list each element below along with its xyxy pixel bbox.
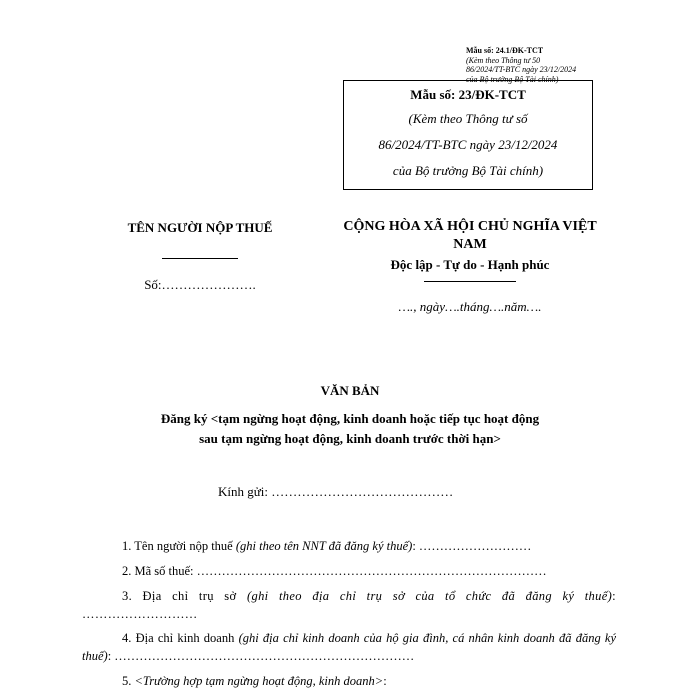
item-4-note: (ghi địa chỉ kinh doanh của hộ gia đình, cá nhân kinh doanh đã đăng ký thuế) xyxy=(82,631,617,663)
form-reference-box xyxy=(343,80,593,190)
item-head-office-address xyxy=(82,587,616,623)
form-ref-line2: 86/2024/TT-BTC ngày 23/12/2024 xyxy=(378,137,558,152)
country-name-line2: NAM xyxy=(453,237,487,252)
form-ref-line3: của Bộ trưởng Bộ Tài chính) xyxy=(392,163,544,178)
taxpayer-divider xyxy=(162,258,238,259)
document-title: VĂN BẢN xyxy=(320,383,380,398)
small-form-line1: (Kèm theo Thông tư 50 xyxy=(466,55,541,65)
document-subtitle-line1: Đăng ký <tạm ngừng hoạt động, kinh doanh hoặc tiếp tục hoạt động xyxy=(160,411,540,426)
motto-divider xyxy=(424,281,516,282)
date-line: …., ngày….tháng….năm…. xyxy=(398,299,542,314)
country-name-line1: CỘNG HÒA XÃ HỘI CHỦ NGHĨA VIỆT xyxy=(343,219,597,234)
form-code: Mẫu số: 23/ĐK-TCT xyxy=(410,87,526,102)
small-form-note xyxy=(466,46,606,84)
item-business-address xyxy=(82,629,616,665)
item-1-label: 1. Tên người nộp thuế xyxy=(122,539,236,553)
item-3-fill: : ……………………… xyxy=(82,589,616,621)
document-subtitle-line2: sau tạm ngừng hoạt động, kinh doanh trước thời hạn> xyxy=(199,431,501,446)
item-5-fill: : xyxy=(383,674,387,688)
taxpayer-header xyxy=(100,220,300,293)
taxpayer-name-label: TÊN NGƯỜI NỘP THUẾ xyxy=(127,220,273,235)
item-taxpayer-name xyxy=(82,537,616,555)
document-subtitle xyxy=(100,409,600,449)
small-form-code: Mẫu số: 24.1/ĐK-TCT xyxy=(466,46,544,55)
item-1-note: (ghi theo tên NNT đã đăng ký thuế) xyxy=(235,539,413,553)
document-number: Số:…………………. xyxy=(144,277,256,292)
item-suspension xyxy=(82,672,616,690)
item-3-note: (ghi theo địa chỉ trụ sở của tổ chức đã đăng ký thuế) xyxy=(246,589,613,603)
item-3-label: 3. Địa chỉ trụ sở xyxy=(122,589,247,603)
small-form-line2: 86/2024/TT-BTC ngày 23/12/2024 xyxy=(466,65,577,75)
item-5-note: <Trường hợp tạm ngừng hoạt động, kinh doanh> xyxy=(134,674,384,688)
national-header xyxy=(330,218,610,315)
item-2-fill: ………………………………………………………………………… xyxy=(196,564,547,578)
item-4-fill: : ……………………………………………………………… xyxy=(107,649,415,663)
item-2-label: 2. Mã số thuế: xyxy=(122,564,197,578)
recipient-line: Kính gửi: …………………………………… xyxy=(218,484,454,499)
item-5-label: 5. xyxy=(122,674,135,688)
item-tax-code xyxy=(82,562,616,580)
small-form-line3: của Bộ trưởng Bộ Tài chính) xyxy=(466,74,559,84)
form-ref-line1: (Kèm theo Thông tư số xyxy=(408,111,528,126)
item-4-label: 4. Địa chỉ kinh doanh xyxy=(122,631,239,645)
national-motto: Độc lập - Tự do - Hạnh phúc xyxy=(390,257,550,272)
item-1-fill: : ……………………… xyxy=(412,539,532,553)
